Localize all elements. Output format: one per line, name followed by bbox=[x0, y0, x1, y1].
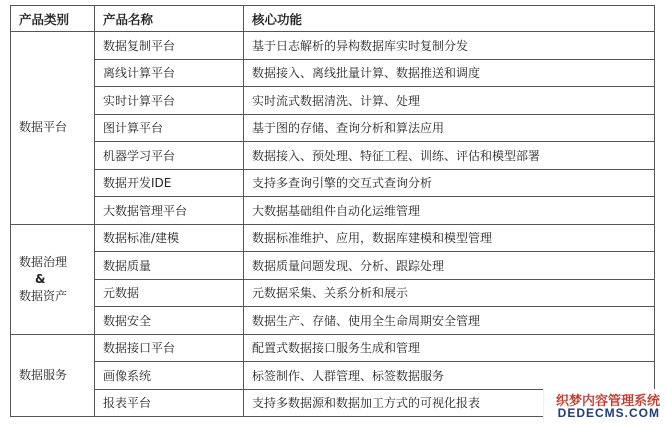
table-row bbox=[11, 279, 655, 307]
category-line: & bbox=[35, 271, 46, 286]
product-name-cell: 数据复制平台 bbox=[95, 32, 244, 60]
function-cell: 数据标准维护、应用，数据库建模和模型管理 bbox=[244, 224, 655, 252]
table-body bbox=[11, 32, 655, 417]
product-table bbox=[10, 5, 655, 417]
function-cell: 支持多查询引擎的交互式查询分析 bbox=[244, 169, 655, 197]
category-cell bbox=[11, 224, 95, 334]
function-cell: 数据接入、预处理、特征工程、训练、评估和模型部署 bbox=[244, 142, 655, 170]
product-name-cell: 数据标准/建模 bbox=[95, 224, 244, 252]
header-row bbox=[11, 6, 655, 32]
category-line: 数据治理 bbox=[19, 254, 68, 269]
table-row bbox=[11, 32, 655, 60]
table-row bbox=[11, 334, 655, 362]
product-name-cell: 元数据 bbox=[95, 279, 244, 307]
product-name-cell: 数据开发IDE bbox=[95, 169, 244, 197]
function-cell: 数据生产、存储、使用全生命周期安全管理 bbox=[244, 307, 655, 335]
function-cell: 支持多数据源和数据加工方式的可视化报表 bbox=[244, 389, 655, 417]
product-name-cell: 数据接口平台 bbox=[95, 334, 244, 362]
header-core-function: 核心功能 bbox=[244, 6, 655, 32]
table-row bbox=[11, 197, 655, 225]
product-name-cell: 机器学习平台 bbox=[95, 142, 244, 170]
function-cell: 元数据采集、关系分析和展示 bbox=[244, 279, 655, 307]
table-row bbox=[11, 59, 655, 87]
function-cell: 基于图的存储、查询分析和算法应用 bbox=[244, 114, 655, 142]
category-cell: 数据服务 bbox=[11, 334, 95, 417]
category-cell: 数据平台 bbox=[11, 32, 95, 225]
site-watermark bbox=[543, 389, 664, 423]
table-row bbox=[11, 114, 655, 142]
table-row bbox=[11, 362, 655, 390]
function-cell: 配置式数据接口服务生成和管理 bbox=[244, 334, 655, 362]
table-row bbox=[11, 87, 655, 115]
product-name-cell: 图计算平台 bbox=[95, 114, 244, 142]
product-name-cell: 实时计算平台 bbox=[95, 87, 244, 115]
table-row bbox=[11, 169, 655, 197]
product-name-cell: 数据质量 bbox=[95, 252, 244, 280]
function-cell: 大数据基础组件自动化运维管理 bbox=[244, 197, 655, 225]
product-name-cell: 画像系统 bbox=[95, 362, 244, 390]
watermark-text: 织梦内容管理系统 bbox=[555, 394, 660, 409]
header-category: 产品类别 bbox=[11, 6, 95, 32]
product-name-cell: 报表平台 bbox=[95, 389, 244, 417]
function-cell: 数据质量问题发现、分析、跟踪处理 bbox=[244, 252, 655, 280]
product-name-cell: 数据安全 bbox=[95, 307, 244, 335]
function-cell: 基于日志解析的异构数据库实时复制分发 bbox=[244, 32, 655, 60]
table-row bbox=[11, 224, 655, 252]
table-row bbox=[11, 142, 655, 170]
product-name-cell: 离线计算平台 bbox=[95, 59, 244, 87]
header-product-name: 产品名称 bbox=[95, 6, 244, 32]
function-cell: 标签制作、人群管理、标签数据服务 bbox=[244, 362, 655, 390]
category-line: 数据资产 bbox=[19, 288, 68, 303]
product-name-cell: 大数据管理平台 bbox=[95, 197, 244, 225]
table-row bbox=[11, 307, 655, 335]
function-cell: 数据接入、离线批量计算、数据推送和调度 bbox=[244, 59, 655, 87]
table-row bbox=[11, 252, 655, 280]
watermark-domain: DEDECMS.COM bbox=[557, 406, 660, 420]
function-cell: 实时流式数据清洗、计算、处理 bbox=[244, 87, 655, 115]
